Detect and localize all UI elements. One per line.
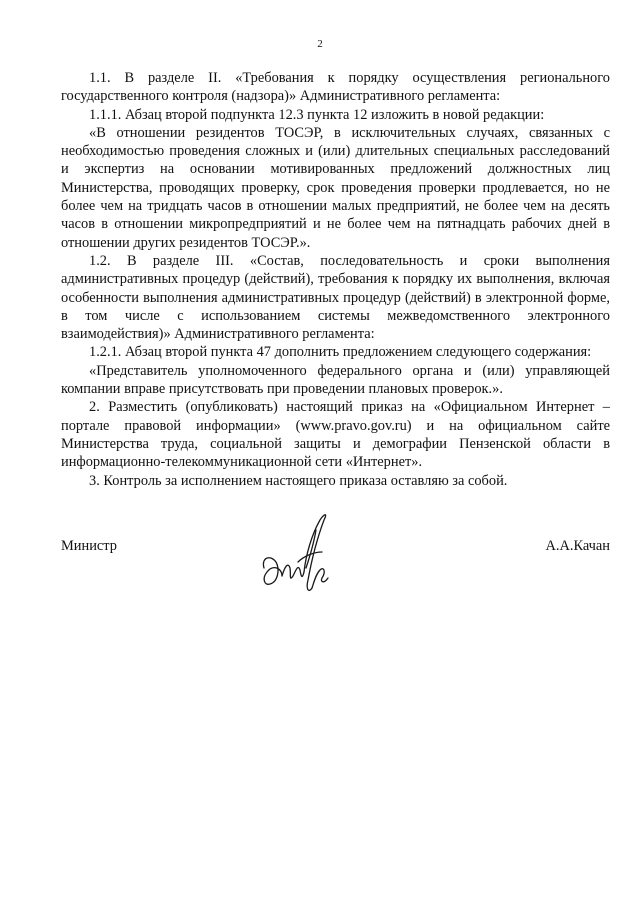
paragraph-1-1-1: 1.1.1. Абзац второй подпункта 12.3 пункта 12 изложить в новой редакции:	[89, 106, 545, 123]
paragraph-3: 3. Контроль за исполнением настоящего приказа оставляю за собой.	[89, 472, 508, 489]
page-number: 2	[317, 38, 323, 50]
handwritten-signature	[258, 502, 338, 598]
paragraph-1-2: 1.2. В разделе III. «Состав, последовательность и сроки выполнения административных процедур (действий), требования к порядку их выполнения, включая особенности выполнения административных процедур (действий) в электронной форме, в том числе с использованием системы межведомственного электронного взаимодействия)» Административного регламента:	[61, 252, 610, 343]
signatory-title: Министр	[61, 538, 117, 554]
paragraph-1-2-1: 1.2.1. Абзац второй пункта 47 дополнить предложением следующего содержания:	[89, 344, 592, 361]
document-body	[61, 69, 610, 490]
paragraph-1-1: 1.1. В разделе II. «Требования к порядку осуществления регионального государственного контроля (надзора)» Административного регламента:	[61, 70, 610, 105]
paragraph-quote-1: «В отношении резидентов ТОСЭР, в исключительных случаях, связанных с необходимостью проведения сложных и (или) длительных специальных расследований и экспертиз на основании мотивированных предложений должностных лиц Министерства, проводящих проверку, срок проведения проверки продлевается, но не более чем на тридцать часов в отношении малых предприятий, не более чем на десять часов в отношении микропредприятий и не более чем на пятнадцать рабочих дней в отношении других резидентов ТОСЭР.».	[61, 124, 610, 251]
paragraph-2: 2. Разместить (опубликовать) настоящий приказ на «Официальном Интернет – портале правовой информации» (www.pravo.gov.ru) и на официальном сайте Министерства труда, социальной защиты и демографии Пензенской области в информационно-телекоммуникационной сети «Интернет».	[61, 399, 610, 471]
paragraph-quote-2: «Представитель уполномоченного федерального органа и (или) управляющей компании вправе присутствовать при проведении плановых проверок.».	[61, 362, 610, 398]
signatory-name: А.А.Качан	[545, 538, 610, 554]
